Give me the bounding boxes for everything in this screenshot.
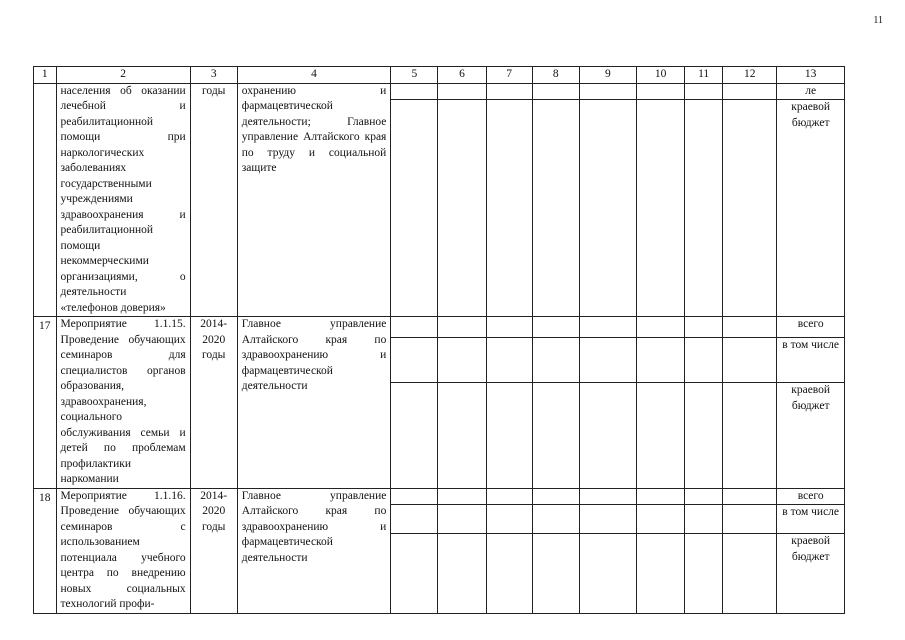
funding-source: краевой бюджет [777, 383, 845, 489]
page-number: 11 [873, 15, 883, 26]
header-col-10: 10 [637, 67, 685, 84]
table-row [34, 83, 845, 100]
table-row [34, 488, 845, 505]
header-row [34, 67, 845, 84]
measure-name: населения об оказании лечебной и реабилитационной помощи при наркологических заболеваниях государственными учреждениями здравоохранения и реабилитационной помощи некоммерческими организациями, о деятельности «телефонов доверия» [56, 83, 190, 317]
program-table [33, 66, 845, 614]
header-col-4: 4 [237, 67, 391, 84]
funding-source: в том числе [777, 505, 845, 534]
header-col-7: 7 [486, 67, 532, 84]
measure-executor: охранению и фармацевтической деятельности; Главное управление Алтайского края по труду и социальной защите [237, 83, 391, 317]
funding-source: всего [777, 317, 845, 338]
funding-source: всего [777, 488, 845, 505]
header-col-3: 3 [190, 67, 237, 84]
measure-executor: Главное управление Алтайского края по здравоохранению и фармацевтической деятельности [237, 488, 391, 613]
measure-executor: Главное управление Алтайского края по здравоохранению и фармацевтической деятельности [237, 317, 391, 489]
funding-source: ле [777, 83, 845, 100]
measure-years: годы [190, 83, 237, 317]
row-number: 18 [34, 488, 57, 613]
row-number: 17 [34, 317, 57, 489]
header-col-8: 8 [532, 67, 579, 84]
measure-years: 2014-2020 годы [190, 488, 237, 613]
row-number [34, 83, 57, 317]
funding-source: краевой бюджет [777, 100, 845, 317]
measure-years: 2014-2020 годы [190, 317, 237, 489]
measure-name: Мероприятие 1.1.15. Проведение обучающих семинаров для специалистов органов образования, здравоохранения, социального обслуживания семьи и детей по проблемам профилактики наркомании [56, 317, 190, 489]
header-col-13: 13 [777, 67, 845, 84]
header-col-1: 1 [34, 67, 57, 84]
table-row [34, 317, 845, 338]
measure-name: Мероприятие 1.1.16. Проведение обучающих семинаров с использованием потенциала учебного центра по внедрению новых социальных технологий профи- [56, 488, 190, 613]
header-col-6: 6 [438, 67, 486, 84]
header-col-2: 2 [56, 67, 190, 84]
funding-source: краевой бюджет [777, 534, 845, 614]
header-col-12: 12 [723, 67, 777, 84]
header-col-5: 5 [391, 67, 438, 84]
header-col-11: 11 [685, 67, 723, 84]
header-col-9: 9 [579, 67, 636, 84]
funding-source: в том числе [777, 338, 845, 383]
